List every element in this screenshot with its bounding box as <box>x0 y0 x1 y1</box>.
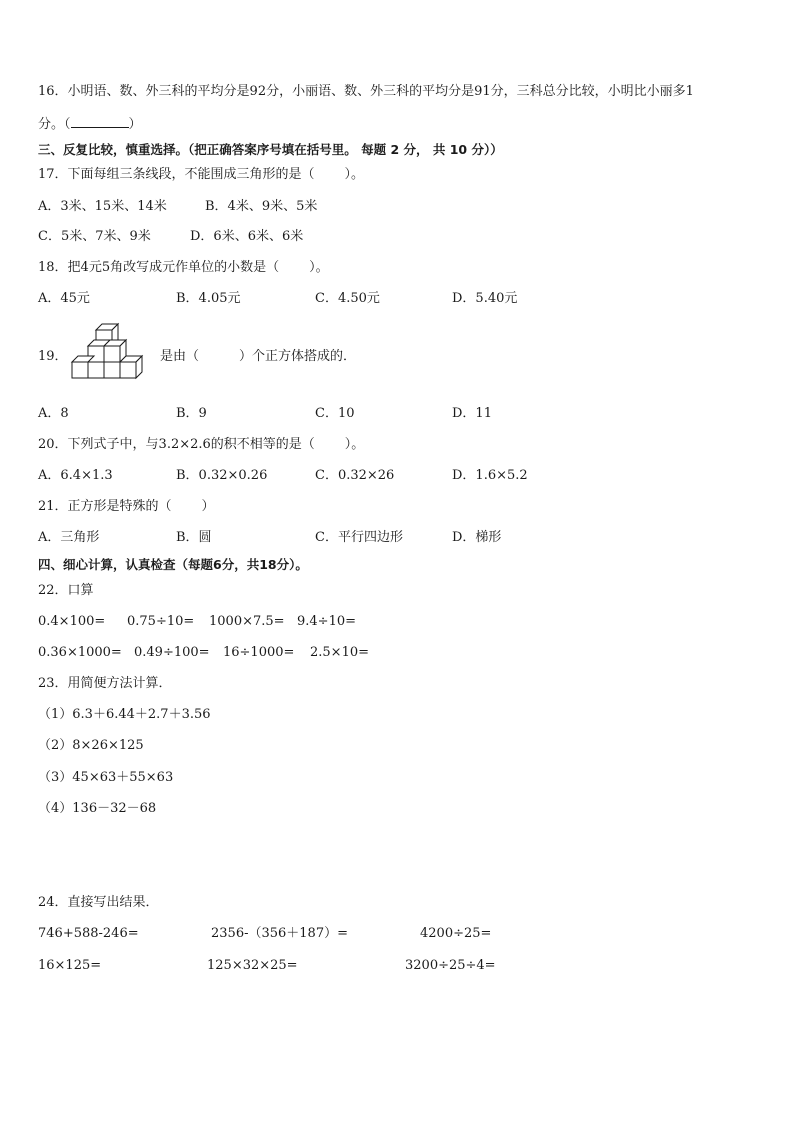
q18-option-d[interactable]: D．5.40元 <box>452 291 518 306</box>
q20-option-c[interactable]: C．0.32×26 <box>315 468 395 483</box>
q20-stem-post: ）。 <box>344 437 365 452</box>
q22-r1-c1: 0.4×100= <box>38 614 106 629</box>
q19-stem-pre: 是由（ <box>160 349 200 364</box>
q24-r2-c3: 3200÷25÷4= <box>405 958 496 973</box>
q22-r1-c4: 9.4÷10= <box>297 614 357 629</box>
q21-stem-post: ） <box>201 499 215 514</box>
q16-answer-blank[interactable] <box>71 115 129 128</box>
q22-title: 22．口算 <box>38 583 94 598</box>
q19-number: 19． <box>38 349 68 364</box>
q18-stem <box>38 260 329 276</box>
q23-item-4: （4）136－32－68 <box>38 801 157 816</box>
q18-option-a[interactable]: A．45元 <box>38 291 90 306</box>
q20-option-b[interactable]: B．0.32×0.26 <box>176 468 268 483</box>
q17-stem <box>38 167 364 183</box>
q19-option-c[interactable]: C．10 <box>315 406 355 421</box>
section4-heading: 四、细心计算，认真检查（每题6分，共18分）。 <box>38 557 308 572</box>
q21-option-a[interactable]: A．三角形 <box>38 530 100 545</box>
q22-r2-c1: 0.36×1000= <box>38 645 122 660</box>
q22-r2-c3: 16÷1000= <box>223 645 295 660</box>
q24-title: 24．直接写出结果． <box>38 895 159 910</box>
q22-r1-c3: 1000×7.5= <box>209 614 285 629</box>
q22-r2-c2: 0.49÷100= <box>134 645 210 660</box>
q20-stem-pre: 20．下列式子中，与3.2×2.6的积不相等的是（ <box>38 437 315 452</box>
q18-option-b[interactable]: B．4.05元 <box>176 291 241 306</box>
q19-stem <box>160 349 356 365</box>
q20-option-d[interactable]: D．1.6×5.2 <box>452 468 528 483</box>
q24-r2-c2: 125×32×25= <box>207 958 298 973</box>
q24-r1-c2: 2356-（356＋187）= <box>211 926 348 941</box>
q17-option-b[interactable]: B．4米、9米、5米 <box>205 199 318 214</box>
q23-item-3: （3）45×63＋55×63 <box>38 770 174 785</box>
q22-r1-c2: 0.75÷10= <box>127 614 195 629</box>
q23-title: 23．用简便方法计算． <box>38 676 172 691</box>
q16-line2-pre: 分。（ <box>38 117 71 132</box>
q23-item-1: （1）6.3＋6.44＋2.7＋3.56 <box>38 707 211 722</box>
q16-line2 <box>38 115 142 133</box>
q23-item-2: （2）8×26×125 <box>38 738 144 753</box>
q19-option-d[interactable]: D．11 <box>452 406 492 421</box>
q18-option-c[interactable]: C．4.50元 <box>315 291 380 306</box>
q18-stem-post: ）。 <box>309 260 329 275</box>
q20-option-a[interactable]: A．6.4×1.3 <box>38 468 113 483</box>
q19-option-b[interactable]: B．9 <box>176 406 207 421</box>
q24-r1-c1: 746+588-246= <box>38 926 139 941</box>
q21-stem-pre: 21．正方形是特殊的（ <box>38 499 172 514</box>
q22-r2-c4: 2.5×10= <box>310 645 370 660</box>
section3-heading: 三、反复比较，慎重选择。（把正确答案序号填在括号里。 每题 2 分， 共 10 分）） <box>38 142 503 157</box>
q18-stem-pre: 18．把4元5角改写成元作单位的小数是（ <box>38 260 280 275</box>
q21-option-d[interactable]: D．梯形 <box>452 530 502 545</box>
q16-line2-post: ） <box>128 117 142 132</box>
q17-option-a[interactable]: A．3米、15米、14米 <box>38 199 167 214</box>
q17-option-d[interactable]: D．6米、6米、6米 <box>190 229 304 244</box>
q17-stem-post: ）。 <box>344 167 365 182</box>
q19-option-a[interactable]: A．8 <box>38 406 69 421</box>
q16-line1: 16．小明语、数、外三科的平均分是92分，小丽语、数、外三科的平均分是91分，三科总分比较，小明比小丽多1 <box>38 84 694 99</box>
q17-option-c[interactable]: C．5米、7米、9米 <box>38 229 151 244</box>
q24-r1-c3: 4200÷25= <box>420 926 492 941</box>
q19-stem-post: ）个正方体搭成的． <box>239 349 357 364</box>
q17-stem-pre: 17．下面每组三条线段，不能围成三角形的是（ <box>38 167 315 182</box>
q21-option-b[interactable]: B．圆 <box>176 530 212 545</box>
q21-stem <box>38 499 215 515</box>
q20-stem <box>38 437 364 453</box>
cube-stack-figure <box>66 320 152 390</box>
q21-option-c[interactable]: C．平行四边形 <box>315 530 403 545</box>
q24-r2-c1: 16×125= <box>38 958 102 973</box>
